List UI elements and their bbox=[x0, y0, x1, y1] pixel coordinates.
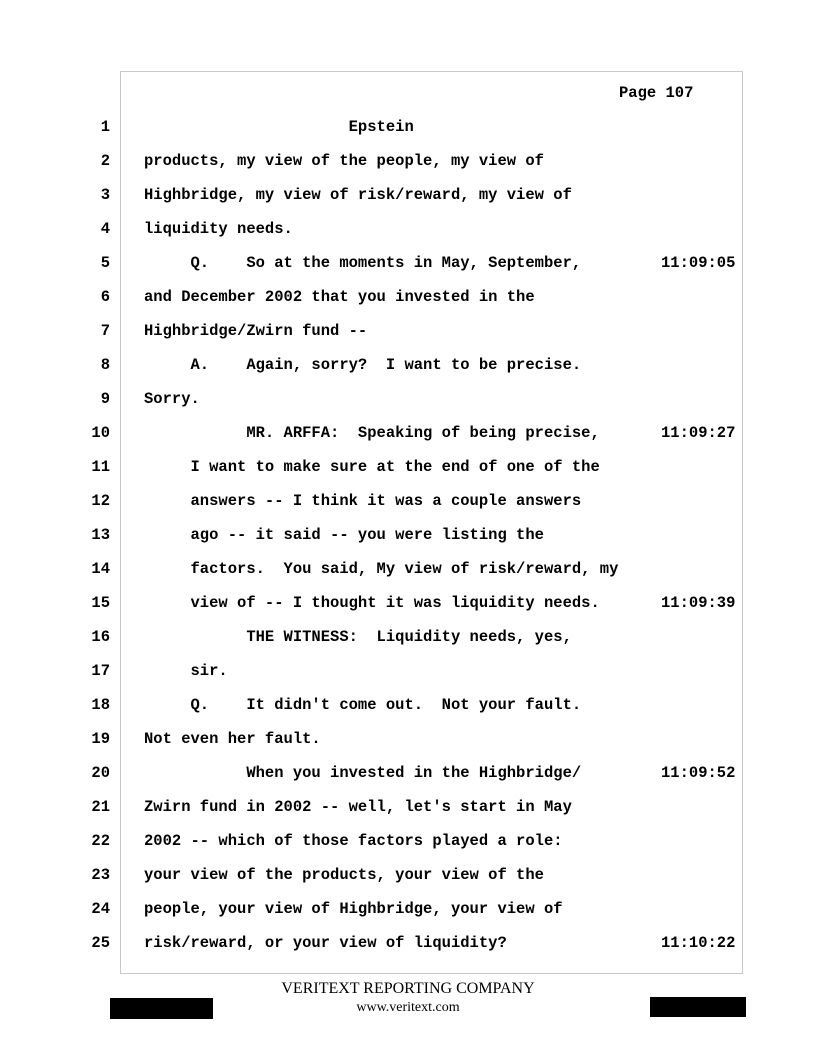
line-text: risk/reward, or your view of liquidity? bbox=[144, 934, 507, 952]
line-text: Q. So at the moments in May, September, bbox=[144, 254, 582, 272]
line-text: I want to make sure at the end of one of the bbox=[144, 458, 600, 476]
transcript-line bbox=[0, 730, 816, 764]
transcript-line bbox=[0, 866, 816, 900]
line-text: and December 2002 that you invested in the bbox=[144, 288, 535, 306]
line-timestamp: 11:09:39 bbox=[661, 594, 736, 612]
transcript-line bbox=[0, 798, 816, 832]
line-number: 20 bbox=[91, 764, 110, 782]
transcript-line bbox=[0, 594, 816, 628]
transcript-line bbox=[0, 322, 816, 356]
line-number: 14 bbox=[91, 560, 110, 578]
transcript-line bbox=[0, 662, 816, 696]
line-number: 21 bbox=[91, 798, 110, 816]
transcript-line bbox=[0, 390, 816, 424]
line-text: factors. You said, My view of risk/reward, my bbox=[144, 560, 619, 578]
line-text: Highbridge/Zwirn fund -- bbox=[144, 322, 368, 340]
line-number: 16 bbox=[91, 628, 110, 646]
line-text: answers -- I think it was a couple answers bbox=[144, 492, 582, 510]
line-text: view of -- I thought it was liquidity needs. bbox=[144, 594, 600, 612]
line-number: 7 bbox=[100, 322, 110, 340]
transcript-line bbox=[0, 832, 816, 866]
line-text: Not even her fault. bbox=[144, 730, 321, 748]
line-number: 11 bbox=[91, 458, 110, 476]
line-text: Sorry. bbox=[144, 390, 200, 408]
transcript-line bbox=[0, 288, 816, 322]
line-number: 2 bbox=[100, 152, 110, 170]
transcript-line bbox=[0, 628, 816, 662]
line-number: 13 bbox=[91, 526, 110, 544]
transcript-line bbox=[0, 186, 816, 220]
footer-url: www.veritext.com bbox=[356, 1000, 460, 1015]
line-number: 18 bbox=[91, 696, 110, 714]
page-number: Page 107 bbox=[619, 84, 694, 102]
line-timestamp: 11:09:05 bbox=[661, 254, 736, 272]
line-text: Epstein bbox=[144, 118, 414, 136]
transcript-line bbox=[0, 424, 816, 458]
transcript-line bbox=[0, 560, 816, 594]
line-text: Highbridge, my view of risk/reward, my view of bbox=[144, 186, 572, 204]
line-text: people, your view of Highbridge, your view of bbox=[144, 900, 563, 918]
transcript-line bbox=[0, 356, 816, 390]
transcript-line bbox=[0, 764, 816, 798]
line-number: 4 bbox=[100, 220, 110, 238]
transcript-line bbox=[0, 526, 816, 560]
line-text: Zwirn fund in 2002 -- well, let's start in May bbox=[144, 798, 572, 816]
line-number: 9 bbox=[100, 390, 110, 408]
line-number: 15 bbox=[91, 594, 110, 612]
line-text: your view of the products, your view of the bbox=[144, 866, 544, 884]
transcript-line bbox=[0, 696, 816, 730]
transcript-line bbox=[0, 492, 816, 526]
line-timestamp: 11:09:27 bbox=[661, 424, 736, 442]
line-number: 19 bbox=[91, 730, 110, 748]
transcript-line bbox=[0, 900, 816, 934]
line-text: THE WITNESS: Liquidity needs, yes, bbox=[144, 628, 572, 646]
line-text: Q. It didn't come out. Not your fault. bbox=[144, 696, 582, 714]
transcript-line bbox=[0, 118, 816, 152]
line-text: A. Again, sorry? I want to be precise. bbox=[144, 356, 582, 374]
line-number: 3 bbox=[100, 186, 110, 204]
line-number: 6 bbox=[100, 288, 110, 306]
transcript-line bbox=[0, 220, 816, 254]
line-text: liquidity needs. bbox=[144, 220, 293, 238]
transcript-line bbox=[0, 152, 816, 186]
line-number: 23 bbox=[91, 866, 110, 884]
transcript-line bbox=[0, 458, 816, 492]
transcript-line bbox=[0, 254, 816, 288]
redaction-block-left bbox=[110, 998, 213, 1019]
line-text: MR. ARFFA: Speaking of being precise, bbox=[144, 424, 600, 442]
redaction-block-right bbox=[650, 997, 746, 1017]
line-text: products, my view of the people, my view of bbox=[144, 152, 544, 170]
line-text: 2002 -- which of those factors played a role: bbox=[144, 832, 563, 850]
line-timestamp: 11:10:22 bbox=[661, 934, 736, 952]
line-text: When you invested in the Highbridge/ bbox=[144, 764, 582, 782]
line-number: 1 bbox=[100, 118, 110, 136]
footer-company: VERITEXT REPORTING COMPANY bbox=[281, 980, 535, 997]
line-number: 17 bbox=[91, 662, 110, 680]
line-text: sir. bbox=[144, 662, 228, 680]
line-number: 5 bbox=[100, 254, 110, 272]
line-number: 8 bbox=[100, 356, 110, 374]
line-timestamp: 11:09:52 bbox=[661, 764, 736, 782]
line-number: 12 bbox=[91, 492, 110, 510]
transcript-line bbox=[0, 934, 816, 968]
line-text: ago -- it said -- you were listing the bbox=[144, 526, 544, 544]
line-number: 24 bbox=[91, 900, 110, 918]
line-number: 22 bbox=[91, 832, 110, 850]
line-number: 25 bbox=[91, 934, 110, 952]
line-number: 10 bbox=[91, 424, 110, 442]
